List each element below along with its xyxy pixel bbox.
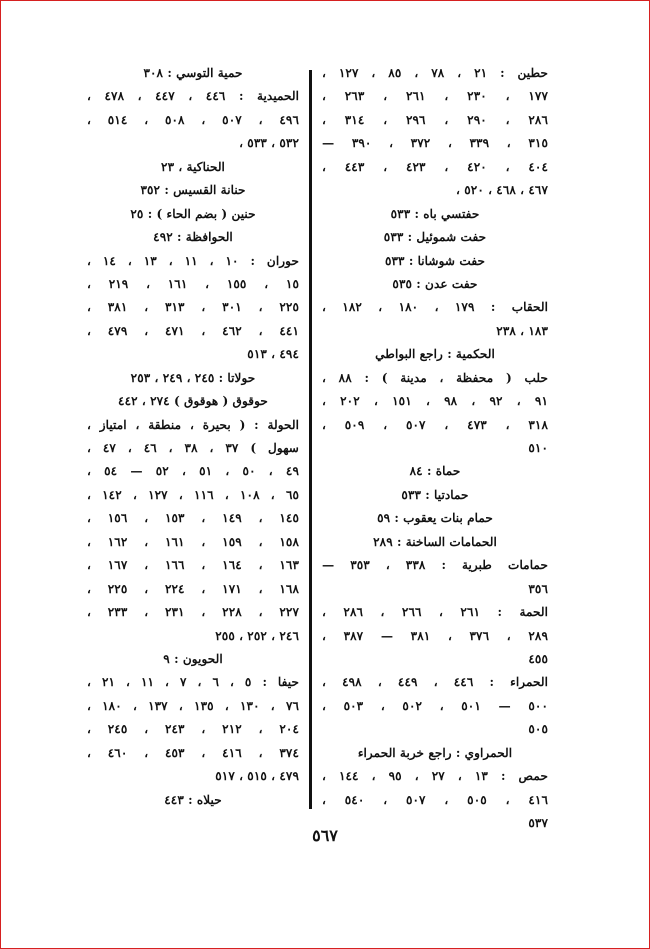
index-entry-line: ٤٧٩ ، ٥١٥ ، ٥١٧: [215, 769, 299, 784]
index-entry-line: حمامات طبرية : ٣٣٨ ، ٣٥٣ —: [322, 558, 548, 573]
index-entry-line: سهول ) ٣٧ ، ٣٨ ، ٤٦ ، ٤٧ ،: [87, 441, 299, 455]
index-entry-line: حفتسي باه : ٥٣٣: [390, 206, 480, 221]
index-entry-line: ١٦٣ ، ١٦٤ ، ١٦٦ ، ١٦٧ ،: [87, 558, 299, 573]
index-entry-line: حوران : ١٠ ، ١١ ، ١٣ ، ١٤ ،: [87, 253, 299, 268]
index-entry-line: حمص : ١٣ ، ٢٧ ، ٩٥ ، ١٤٤ ،: [322, 769, 548, 784]
index-entry-line: ٢٢٥ ، ٣٠١ ، ٣١٣ ، ٣٨١ ،: [87, 300, 299, 315]
index-entry-line: ٢٢٧ ، ٢٢٨ ، ٢٣١ ، ٢٣٣ ،: [87, 605, 299, 620]
index-entry-line: ٣١٥ ، ٣٣٩ ، ٣٧٢ ، ٣٩٠ —: [322, 136, 548, 151]
index-entry-line: الحناكية ، ٢٣: [161, 159, 225, 174]
index-entry-line: الحقاب : ١٧٩ ، ١٨٠ ، ١٨٢ ،: [322, 300, 548, 315]
index-entry-line: ٥١٠: [528, 441, 548, 455]
index-entry-line: حنين ( بضم الحاء ) : ٢٥: [130, 206, 256, 221]
index-entry-line: الحمراوي : راجع خربة الحمراء: [357, 745, 513, 760]
index-entry-line: ٤٦٧ ، ٤٦٨ ، ٥٢٠ ،: [456, 183, 548, 198]
index-entry-line: ٤٠٤ ، ٤٢٠ ، ٤٢٣ ، ٤٤٣ ،: [322, 159, 548, 174]
index-entry-line: ٧٦ ، ١٣٠ ، ١٣٥ ، ١٣٧ ، ١٨٠ ،: [87, 698, 299, 713]
index-entry-line: ١٥ ، ١٥٥ ، ١٦١ ، ٢١٩ ،: [87, 276, 299, 291]
index-entry-line: ٤٥٥: [528, 651, 548, 666]
index-entry-line: ٢٤٦ ، ٢٥٢ ، ٢٥٥: [215, 628, 299, 643]
index-entry-line: ٥٠٥: [528, 722, 548, 737]
index-entry-line: ١٥٨ ، ١٥٩ ، ١٦١ ، ١٦٢ ،: [87, 534, 299, 549]
index-entry-line: ١٤٥ ، ١٤٩ ، ١٥٣ ، ١٥٦ ،: [87, 511, 299, 526]
index-entry-line: الحمامات الساخنة : ٢٨٩: [373, 534, 497, 549]
index-entry-line: الحولة : ( بحيرة ، منطقة ، امتياز ،: [87, 417, 299, 432]
index-entry-line: ٤٩ ، ٥٠ ، ٥١ ، ٥٢ — ٥٤ ،: [87, 464, 299, 479]
index-entry-line: ٥٣٢ ، ٥٣٣ ،: [239, 136, 299, 151]
index-entry-line: ٦٥ ، ١٠٨ ، ١١٦ ، ١٢٧ ، ١٤٢ ،: [87, 487, 299, 502]
index-entry-line: الحمراء : ٤٤٦ ، ٤٤٩ ، ٤٩٨ ،: [322, 675, 548, 690]
index-entry-line: ٥٠٠ — ٥٠١ ، ٥٠٢ ، ٥٠٣ ،: [322, 698, 548, 713]
index-entry-line: حمية التوسي : ٣٠٨: [143, 66, 243, 80]
index-entry-line: ١٨٣ ، ٢٣٨: [496, 323, 548, 338]
index-entry-line: الحويون : ٩: [163, 651, 223, 666]
index-entry-line: حفت شموئيل : ٥٣٣: [383, 230, 487, 245]
index-entry-line: ٣٥٦: [528, 581, 548, 596]
index-entry-line: حمادتيا : ٥٣٣: [401, 487, 469, 502]
index-entry-line: حيلاه : ٤٤٣: [164, 792, 222, 807]
index-entry-line: حمام بنات يعقوب : ٥٩: [377, 511, 493, 526]
index-entry-line: حوقوق ( هوقوق ) ٢٧٤ ، ٤٤٢: [118, 394, 268, 409]
index-entry-line: الحميدية : ٤٤٦ ، ٤٤٧ ، ٤٧٨ ،: [87, 89, 299, 104]
index-entry-line: حيفا : ٥ ، ٦ ، ٧ ، ١١ ، ٢١ ،: [87, 675, 299, 690]
page-number: ٥٦٧: [312, 826, 338, 845]
index-entry-line: ٣٧٤ ، ٤١٦ ، ٤٥٣ ، ٤٦٠ ،: [87, 745, 299, 760]
index-entry-line: حلب ( محفظة ، مدينة ) : ٨٨ ،: [322, 370, 548, 385]
index-entry-line: حماة : ٨٤: [409, 464, 461, 479]
index-entry-line: ١٦٨ ، ١٧١ ، ٢٢٤ ، ٢٢٥ ،: [87, 581, 299, 596]
index-entry-line: الحمة : ٢٦١ ، ٢٦٦ ، ٢٨٦ ،: [322, 605, 548, 620]
index-entry-line: ١٧٧ ، ٢٣٠ ، ٢٦١ ، ٢٦٣ ،: [322, 89, 548, 104]
index-column-right: [322, 62, 548, 835]
index-entry-line: ٤١٦ ، ٥٠٥ ، ٥٠٧ ، ٥٤٠ ،: [322, 792, 548, 807]
index-column-left: [87, 62, 299, 812]
index-entry-line: ٥٣٧: [528, 816, 548, 830]
index-entry-line: ٢٠٤ ، ٢١٢ ، ٢٤٣ ، ٢٤٥ ،: [87, 722, 299, 737]
index-entry-line: ٤٩٤ ، ٥١٣: [247, 347, 299, 362]
index-entry-line: ٤٤١ ، ٤٦٢ ، ٤٧١ ، ٤٧٩ ،: [87, 323, 299, 338]
index-entry-line: حطين : ٢١ ، ٧٨ ، ٨٥ ، ١٢٧ ،: [322, 66, 548, 80]
column-divider: [309, 70, 312, 809]
index-entry-line: حنانة القسيس : ٣٥٢: [140, 183, 246, 198]
index-entry-line: حفت عدن : ٥٣٥: [392, 276, 478, 291]
index-entry-line: ٤٩٦ ، ٥٠٧ ، ٥٠٨ ، ٥١٤ ،: [87, 112, 299, 127]
index-entry-line: الحوافظة : ٤٩٢: [153, 230, 233, 245]
index-entry-line: حولاتا : ٢٤٥ ، ٢٤٩ ، ٢٥٣: [130, 370, 256, 385]
index-entry-line: ٩١ ، ٩٢ ، ٩٨ ، ١٥١ ، ٢٠٢ ،: [322, 394, 548, 409]
index-entry-line: حفت شوشانا : ٥٣٣: [384, 253, 486, 268]
index-entry-line: ٢٨٦ ، ٢٩٠ ، ٢٩٦ ، ٣١٤ ،: [322, 112, 548, 127]
index-entry-line: ٣١٨ ، ٤٧٣ ، ٥٠٧ ، ٥٠٩ ،: [322, 417, 548, 432]
index-entry-line: ٢٨٩ ، ٣٧٦ ، ٣٨١ — ٣٨٧ ،: [322, 628, 548, 643]
index-entry-line: الحكمية : راجع البواطي: [375, 347, 495, 362]
